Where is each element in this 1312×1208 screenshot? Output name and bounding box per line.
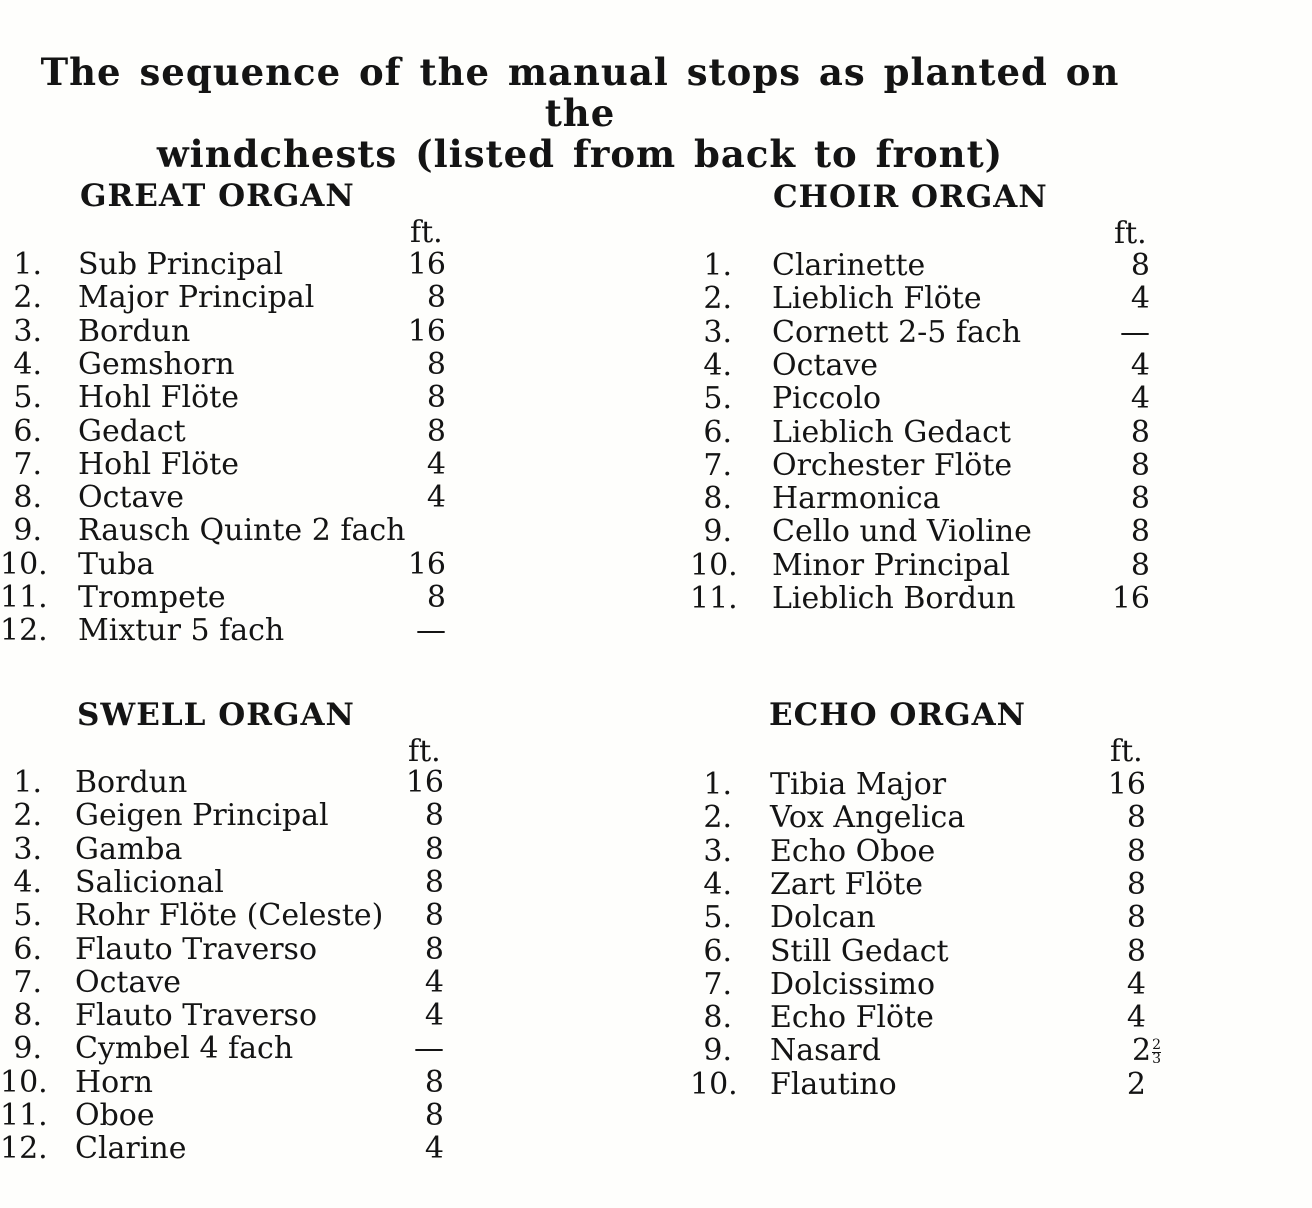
stop-row xyxy=(690,768,1160,801)
stop-footage-value: 4 xyxy=(1130,281,1150,317)
stop-name: Hohl Flöte xyxy=(78,446,239,482)
stop-number: 10. xyxy=(690,1066,738,1102)
stop-name: Flauto Traverso xyxy=(75,998,318,1034)
stop-footage-value: 8 xyxy=(424,798,444,834)
stop-row xyxy=(690,901,1160,934)
stop-footage-value: 8 xyxy=(1130,514,1150,550)
stop-footage-value: 16 xyxy=(407,546,446,582)
stop-footage-value: 8 xyxy=(424,864,444,900)
stop-row xyxy=(0,481,460,514)
stop-footage-value: 4 xyxy=(426,446,446,482)
stop-number: 6. xyxy=(13,413,42,449)
stop-number: 5. xyxy=(13,380,42,416)
stop-footage xyxy=(1086,768,1146,801)
stop-footage-value: 8 xyxy=(1130,481,1150,517)
stop-name: Hohl Flöte xyxy=(78,380,239,416)
stop-footage-value: 8 xyxy=(1126,800,1146,836)
stop-row xyxy=(690,1034,1160,1067)
stop-number: 6. xyxy=(703,414,732,450)
section-heading: ECHO ORGAN xyxy=(769,697,1027,733)
stop-footage xyxy=(384,1066,444,1099)
stop-row xyxy=(690,482,1160,515)
stop-footage-value: 4 xyxy=(1130,381,1150,417)
stop-footage-value: 8 xyxy=(1126,933,1146,969)
stop-name: Bordun xyxy=(75,765,188,800)
stop-row xyxy=(690,249,1160,282)
swell-organ-section xyxy=(0,697,460,1177)
stop-footage xyxy=(386,548,446,581)
stop-name: Tibia Major xyxy=(770,767,947,802)
stop-number: 9. xyxy=(13,513,42,549)
stop-footage xyxy=(1090,449,1150,482)
echo-organ-section xyxy=(690,697,1160,1117)
stop-name: Echo Oboe xyxy=(770,833,936,869)
stop-row xyxy=(690,449,1160,482)
stop-footage-value: 16 xyxy=(405,765,444,800)
stop-row xyxy=(690,1068,1160,1101)
section-heading: GREAT ORGAN xyxy=(80,178,355,214)
stop-footage-value: 8 xyxy=(424,831,444,867)
stop-row xyxy=(690,868,1160,901)
stop-number: 9. xyxy=(13,1031,42,1067)
stop-footage xyxy=(384,966,444,999)
stop-number: 7. xyxy=(703,966,732,1002)
stop-number: 4. xyxy=(13,346,42,382)
stop-row xyxy=(0,581,460,614)
stop-footage xyxy=(1086,1001,1146,1034)
stop-footage-value: 8 xyxy=(424,931,444,967)
stop-name: Gedact xyxy=(78,413,186,449)
stop-footage-value: 8 xyxy=(1130,547,1150,583)
stop-footage-value: 8 xyxy=(1126,900,1146,936)
stop-row xyxy=(0,548,460,581)
stop-row xyxy=(0,1099,460,1132)
stop-row xyxy=(0,1066,460,1099)
stop-footage xyxy=(384,799,444,832)
stop-footage-value: 8 xyxy=(426,380,446,416)
stop-number: 11. xyxy=(0,1098,48,1133)
stop-name: Piccolo xyxy=(772,381,882,417)
stop-footage-value: — xyxy=(1120,314,1150,350)
stop-number: 12. xyxy=(0,1131,48,1167)
stop-name: Lieblich Flöte xyxy=(772,281,982,317)
stop-footage-value: 8 xyxy=(1130,414,1150,450)
stop-footage-value: 16 xyxy=(1107,767,1146,802)
stop-footage xyxy=(386,381,446,414)
stop-footage-value: 8 xyxy=(424,1064,444,1100)
stop-number: 1. xyxy=(13,765,42,800)
stop-row xyxy=(0,348,460,381)
stop-row xyxy=(690,282,1160,315)
stop-row xyxy=(0,999,460,1032)
stop-footage-value: 4 xyxy=(424,1131,444,1167)
stop-name: Minor Principal xyxy=(772,547,1011,583)
stop-name: Trompete xyxy=(78,580,226,615)
stop-number: 2. xyxy=(703,281,732,317)
section-heading: CHOIR ORGAN xyxy=(773,179,1048,215)
stop-name: Echo Flöte xyxy=(770,1000,934,1036)
stop-footage xyxy=(384,1032,444,1065)
stop-number: 8. xyxy=(703,481,732,517)
stop-row xyxy=(690,515,1160,548)
stop-footage xyxy=(1090,416,1150,449)
stop-footage-value: 4 xyxy=(424,998,444,1034)
stop-footage-value: 16 xyxy=(407,247,446,282)
section-heading: SWELL ORGAN xyxy=(77,697,355,733)
stop-name: Cornett 2-5 fach xyxy=(772,314,1022,350)
stop-footage-value: — xyxy=(416,613,446,649)
unit-label: ft. xyxy=(1110,734,1143,769)
stop-name: Sub Principal xyxy=(78,247,284,282)
stop-footage xyxy=(384,999,444,1032)
stop-name: Still Gedact xyxy=(770,933,949,969)
stop-name: Horn xyxy=(75,1064,153,1100)
stop-number: 2. xyxy=(703,800,732,836)
stop-footage xyxy=(1090,582,1150,615)
stop-name: Flautino xyxy=(770,1066,897,1102)
stop-row xyxy=(690,1001,1160,1034)
stop-row xyxy=(690,801,1160,834)
stop-footage-value: 2 xyxy=(1126,1066,1146,1102)
stop-footage xyxy=(386,481,446,514)
stop-name: Rausch Quinte 2 fach xyxy=(78,513,406,549)
stop-row xyxy=(0,381,460,414)
stop-row xyxy=(0,614,460,647)
page-title xyxy=(0,52,1160,175)
stop-row xyxy=(690,549,1160,582)
stop-footage-value: 8 xyxy=(426,280,446,316)
stop-name: Zart Flöte xyxy=(770,866,923,902)
stop-name: Oboe xyxy=(75,1098,155,1133)
stop-number: 6. xyxy=(13,931,42,967)
stop-footage-value: 8 xyxy=(424,1098,444,1133)
stop-footage xyxy=(1090,382,1150,415)
stop-name: Harmonica xyxy=(772,481,941,517)
stop-footage-value: 8 xyxy=(426,580,446,615)
stop-number: 5. xyxy=(703,381,732,417)
stop-footage xyxy=(386,581,446,614)
stop-row xyxy=(690,968,1160,1001)
stop-number: 7. xyxy=(703,447,732,483)
stop-name: Major Principal xyxy=(78,280,315,316)
stop-footage xyxy=(384,1132,444,1165)
stop-number: 3. xyxy=(703,833,732,869)
stop-name: Mixtur 5 fach xyxy=(78,613,285,649)
stop-name: Dolcan xyxy=(770,900,876,936)
stop-footage xyxy=(386,614,446,647)
stop-footage-fraction xyxy=(1152,1036,1161,1067)
stop-row xyxy=(0,281,460,314)
stop-row xyxy=(690,416,1160,449)
stop-number: 10. xyxy=(690,547,738,583)
fraction-numerator: 2 xyxy=(1152,1036,1161,1053)
stop-footage xyxy=(384,833,444,866)
stop-number: 2. xyxy=(13,280,42,316)
stop-name: Flauto Traverso xyxy=(75,931,318,967)
stop-number: 1. xyxy=(703,767,732,802)
stop-row xyxy=(0,248,460,281)
stop-footage-value: 8 xyxy=(1130,248,1150,283)
stop-name: Gemshorn xyxy=(78,346,235,382)
stop-footage-value: — xyxy=(414,1031,444,1067)
stop-footage xyxy=(1086,801,1146,834)
unit-label: ft. xyxy=(408,734,441,769)
stop-name: Rohr Flöte (Celeste) xyxy=(75,898,384,934)
stop-footage-value: 8 xyxy=(1130,447,1150,483)
stop-row xyxy=(0,866,460,899)
stop-footage xyxy=(386,281,446,314)
stop-number: 3. xyxy=(13,831,42,867)
stop-number: 8. xyxy=(703,1000,732,1036)
stop-footage xyxy=(1090,316,1150,349)
stop-footage-value: 8 xyxy=(424,898,444,934)
stop-row xyxy=(0,315,460,348)
stop-row xyxy=(0,514,460,547)
stop-name: Octave xyxy=(75,964,182,1000)
stop-number: 3. xyxy=(13,313,42,349)
stop-footage-value: 16 xyxy=(1111,581,1150,616)
stop-footage-value: 4 xyxy=(1126,1000,1146,1036)
stop-row xyxy=(690,935,1160,968)
stop-footage xyxy=(1090,549,1150,582)
stop-number: 7. xyxy=(13,964,42,1000)
stop-footage xyxy=(1086,868,1146,901)
stop-number: 5. xyxy=(703,900,732,936)
stop-number: 10. xyxy=(0,546,48,582)
stop-row xyxy=(690,382,1160,415)
stop-footage xyxy=(386,448,446,481)
stop-number: 9. xyxy=(703,514,732,550)
unit-label: ft. xyxy=(410,215,443,250)
stop-name: Orchester Flöte xyxy=(772,447,1013,483)
choir-organ-section xyxy=(690,179,1160,629)
stop-row xyxy=(0,833,460,866)
stop-row xyxy=(0,799,460,832)
title-line-2: windchests (listed from back to front) xyxy=(156,132,1004,176)
stop-row xyxy=(0,899,460,932)
stop-name: Salicional xyxy=(75,864,224,900)
stop-number: 1. xyxy=(13,247,42,282)
stop-footage xyxy=(1086,835,1146,868)
stop-footage xyxy=(1090,482,1150,515)
stop-name: Geigen Principal xyxy=(75,798,329,834)
stop-name: Cello und Violine xyxy=(772,514,1032,550)
stop-footage xyxy=(386,315,446,348)
stop-footage xyxy=(384,933,444,966)
stop-footage xyxy=(386,348,446,381)
stop-row xyxy=(690,349,1160,382)
stop-row xyxy=(0,448,460,481)
stop-footage xyxy=(384,866,444,899)
stop-footage-value: 4 xyxy=(424,964,444,1000)
stop-number: 3. xyxy=(703,314,732,350)
stop-footage-value: 8 xyxy=(1126,833,1146,869)
stop-footage xyxy=(1090,349,1150,382)
stop-row xyxy=(0,766,460,799)
stop-number: 4. xyxy=(13,864,42,900)
stop-row xyxy=(0,1032,460,1065)
stop-number: 8. xyxy=(13,998,42,1034)
stop-name: Bordun xyxy=(78,313,191,349)
stop-name: Nasard xyxy=(770,1033,881,1069)
great-organ-section xyxy=(0,178,460,658)
stop-row xyxy=(690,316,1160,349)
stop-name: Vox Angelica xyxy=(770,800,966,836)
stop-footage xyxy=(384,766,444,799)
stop-name: Tuba xyxy=(78,546,155,582)
stop-footage xyxy=(1086,1034,1161,1067)
stop-footage-value: 8 xyxy=(426,346,446,382)
stop-number: 2. xyxy=(13,798,42,834)
stop-footage-value: 8 xyxy=(1126,866,1146,902)
stop-footage xyxy=(1090,249,1150,282)
stop-number: 5. xyxy=(13,898,42,934)
stop-number: 8. xyxy=(13,480,42,516)
stop-footage xyxy=(1086,1068,1146,1101)
stop-footage xyxy=(1086,901,1146,934)
stop-footage xyxy=(384,1099,444,1132)
stop-name: Clarine xyxy=(75,1131,187,1167)
stop-footage-value: 8 xyxy=(426,413,446,449)
stop-footage xyxy=(1090,282,1150,315)
stop-number: 6. xyxy=(703,933,732,969)
stop-footage-value: 4 xyxy=(1130,347,1150,383)
stop-footage xyxy=(1090,515,1150,548)
title-line-1: The sequence of the manual stops as planted on the xyxy=(40,50,1120,135)
stop-footage xyxy=(1086,968,1146,1001)
fraction-denominator: 3 xyxy=(1152,1050,1161,1067)
stop-row xyxy=(0,1132,460,1165)
stop-row xyxy=(0,933,460,966)
stop-row xyxy=(0,415,460,448)
stop-name: Octave xyxy=(772,347,879,383)
stop-footage xyxy=(384,899,444,932)
stop-name: Clarinette xyxy=(772,248,926,283)
stop-number: 11. xyxy=(0,580,48,615)
stop-name: Cymbel 4 fach xyxy=(75,1031,294,1067)
stop-footage-value: 2 xyxy=(1131,1033,1152,1069)
stop-footage-value: 4 xyxy=(426,480,446,516)
stop-number: 4. xyxy=(703,866,732,902)
stop-name: Lieblich Gedact xyxy=(772,414,1011,450)
unit-label: ft. xyxy=(1114,216,1147,251)
stop-footage-value: 4 xyxy=(1126,966,1146,1002)
stop-number: 1. xyxy=(703,248,732,283)
stop-number: 4. xyxy=(703,347,732,383)
stop-name: Lieblich Bordun xyxy=(772,581,1016,616)
stop-number: 9. xyxy=(703,1033,732,1069)
stop-number: 10. xyxy=(0,1064,48,1100)
stop-name: Octave xyxy=(78,480,185,516)
stop-number: 12. xyxy=(0,613,48,649)
stop-row xyxy=(0,966,460,999)
stop-row xyxy=(690,835,1160,868)
stop-footage-value: 16 xyxy=(407,313,446,349)
stop-footage xyxy=(386,415,446,448)
stop-footage xyxy=(1086,935,1146,968)
stop-footage xyxy=(386,248,446,281)
stop-number: 7. xyxy=(13,446,42,482)
stop-name: Gamba xyxy=(75,831,183,867)
stop-row xyxy=(690,582,1160,615)
stop-name: Dolcissimo xyxy=(770,966,935,1002)
stop-number: 11. xyxy=(690,581,738,616)
